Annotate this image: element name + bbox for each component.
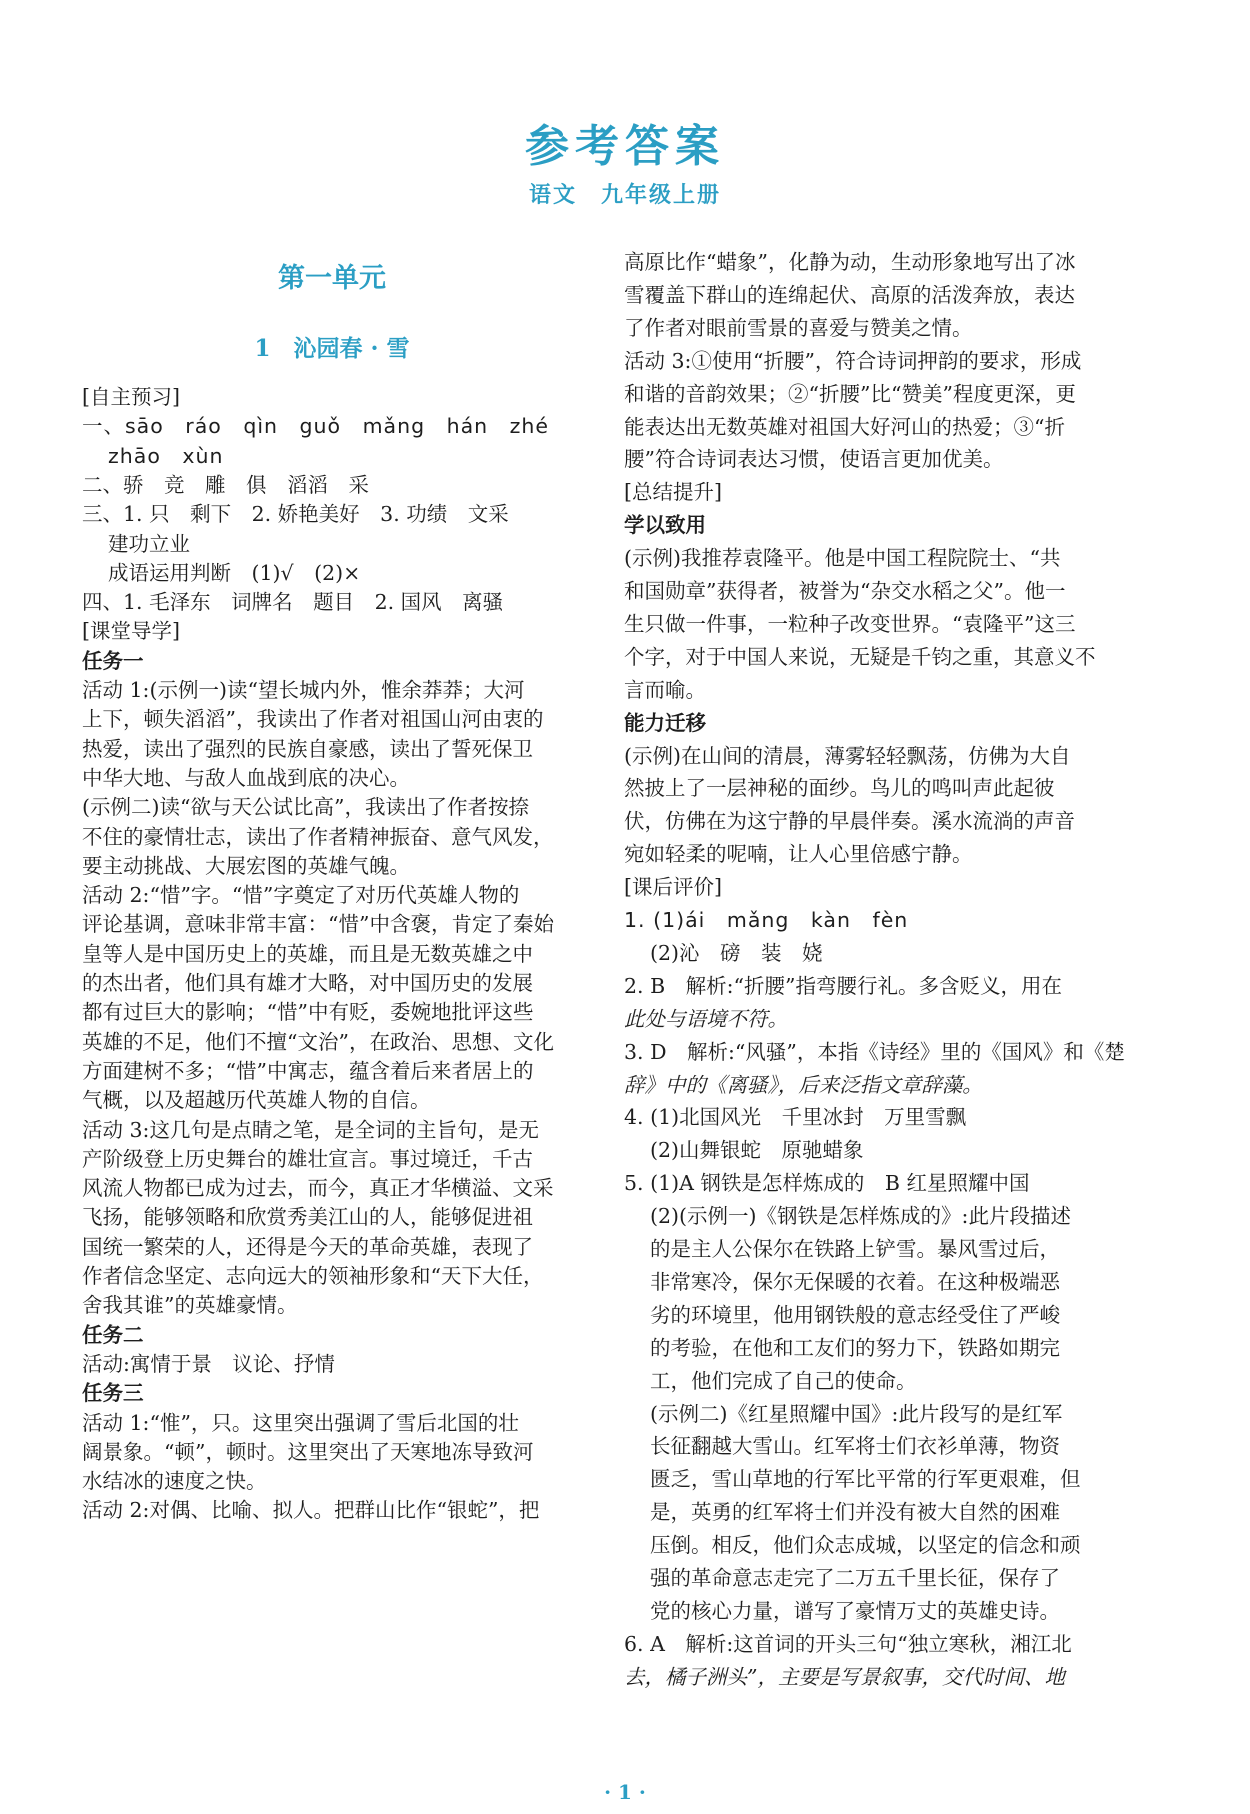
text-line: 言而喻。 (624, 677, 706, 702)
lesson-title: 1 沁园春 · 雪 (254, 335, 410, 362)
text-line: 评论基调，意味非常丰富：“惜”中含褒，肯定了秦始 (82, 912, 554, 937)
text-line: 个字，对于中国人来说，无疑是千钧之重，其意义不 (624, 644, 1096, 669)
text-line: 1. (1)ái mǎng kàn fèn (624, 908, 909, 932)
text-line: 腰”符合诗词表达习惯，使语言更加优美。 (624, 447, 1004, 472)
text-line: 党的核心力量，谱写了豪情万丈的英雄史诗。 (650, 1598, 1060, 1623)
text-line: (示例二)《红星照耀中国》:此片段写的是红军 (650, 1401, 1063, 1426)
text-line: 阔景象。“顿”，顿时。这里突出了天寒地冻导致河 (82, 1439, 534, 1464)
text-line: 活动 3:①使用“折腰”，符合诗词押韵的要求，形成 (624, 348, 1082, 373)
text-line: 学以致用 (624, 513, 706, 538)
text-line: (2)(示例一)《钢铁是怎样炼成的》:此片段描述 (650, 1204, 1071, 1229)
text-line: 伏，仿佛在为这宁静的早晨伴奏。溪水流淌的声音 (624, 809, 1075, 834)
page-number: · 1 · (604, 1780, 646, 1804)
text-line: 英雄的不足，他们不擅“文治”，在政治、思想、文化 (82, 1029, 554, 1054)
text-line: 国统一繁荣的人，还得是今天的革命英雄，表现了 (82, 1234, 533, 1259)
text-line: 的是主人公保尔在铁路上铲雪。暴风雪过后， (650, 1237, 1060, 1261)
text-line: 上下，顿失滔滔”，我读出了作者对祖国山河由衷的 (82, 707, 544, 732)
text-line: 压倒。相反，他们众志成城，以坚定的信念和顽 (650, 1533, 1081, 1558)
text-line: 3. D 解析:“风骚”，本指《诗经》里的《国风》和《楚 (624, 1039, 1125, 1064)
text-line: 然披上了一层神秘的面纱。鸟儿的鸣叫声此起彼 (624, 776, 1055, 801)
text-line: 活动:寓情于景 议论、抒情 (82, 1351, 335, 1376)
text-line: 作者信念坚定、志向远大的领袖形象和“天下大任， (82, 1264, 544, 1288)
text-line: 去，橘子洲头”，主要是写景叙事，交代时间、地 (624, 1664, 1065, 1689)
text-line: (示例)在山间的清晨，薄雾轻轻飘荡，仿佛为大自 (624, 743, 1071, 768)
text-line: 不住的豪情壮志，读出了作者精神振奋、意气风发， (82, 824, 554, 849)
text-line: 能力迁移 (624, 710, 706, 735)
text-line: 4. (1)北国风光 千里冰封 万里雪飘 (624, 1105, 967, 1130)
text-line: [总结提升] (624, 480, 722, 505)
text-line: 活动 3:这几句是点睛之笔，是全词的主旨句，是无 (82, 1117, 539, 1142)
text-line: 一、sāo ráo qìn guǒ mǎng hán zhé (82, 414, 550, 439)
text-line: 生只做一件事，一粒种子改变世界。“袁隆平”这三 (624, 611, 1076, 636)
text-line: 风流人物都已成为过去，而今，真正才华横溢、文采 (82, 1176, 554, 1201)
text-line: 方面建树不多；“惜”中寓志，蕴含着后来者居上的 (82, 1058, 534, 1083)
text-line: 匮乏，雪山草地的行军比平常的行军更艰难，但 (650, 1467, 1081, 1492)
text-line: 雪覆盖下群山的连绵起伏、高原的活泼奔放，表达 (624, 282, 1075, 307)
text-line: 二、骄 竞 雕 俱 滔滔 采 (82, 472, 369, 497)
page-subtitle: 语文 九年级上册 (528, 182, 721, 208)
text-line: 和国勋章”获得者，被誉为“杂交水稻之父”。他一 (624, 579, 1066, 603)
text-line: 舍我其谁”的英雄豪情。 (82, 1293, 298, 1318)
text-line: (2)山舞银蛇 原驰蜡象 (650, 1138, 864, 1163)
text-line: 非常寒冷，保尔无保暖的衣着。在这种极端恶 (650, 1269, 1060, 1294)
text-line: (2)沁 磅 装 娆 (650, 940, 823, 965)
text-line: 任务一 (82, 648, 144, 673)
text-line: 5. (1)A 钢铁是怎样炼成的 B 红星照耀中国 (624, 1171, 1030, 1196)
text-line: 劣的环境里，他用钢铁般的意志经受住了严峻 (650, 1302, 1060, 1327)
text-line: 水结冰的速度之快。 (82, 1469, 267, 1494)
text-line: 成语运用判断 (1)√ (2)× (108, 560, 361, 585)
text-line: 活动 2:对偶、比喻、拟人。把群山比作“银蛇”，把 (82, 1498, 540, 1523)
text-line: 要主动挑战、大展宏图的英雄气魄。 (82, 853, 410, 878)
text-line: 任务三 (82, 1381, 144, 1406)
text-line: [自主预习] (82, 385, 180, 409)
text-line: 活动 1:“惟”，只。这里突出强调了雪后北国的壮 (82, 1410, 519, 1435)
text-line: zhāo xùn (108, 443, 224, 468)
text-line: 四、1. 毛泽东 词牌名 题目 2. 国风 离骚 (82, 590, 504, 615)
text-line: 活动 1:(示例一)读“望长城内外，惟余莽莽；大河 (82, 678, 525, 702)
text-line: 辞》中的《离骚》，后来泛指文章辞藻。 (624, 1072, 983, 1097)
text-line: 气概，以及超越历代英雄人物的自信。 (82, 1088, 431, 1113)
text-line: 产阶级登上历史舞台的雄壮宣言。事过境迁，千古 (82, 1146, 533, 1171)
text-line: 的考验，在他和工友们的努力下，铁路如期完 (650, 1335, 1060, 1360)
text-line: 了作者对眼前雪景的喜爱与赞美之情。 (624, 315, 973, 340)
page-title: 参考答案 (525, 121, 725, 172)
text-line: 中华大地、与敌人血战到底的决心。 (82, 765, 410, 790)
text-line: 强的革命意志走完了二万五千里长征，保存了 (650, 1566, 1060, 1590)
text-line: 三、1. 只 剩下 2. 娇艳美好 3. 功绩 文采 (82, 502, 509, 527)
text-line: 6. A 解析:这首词的开头三句“独立寒秋，湘江北 (624, 1631, 1072, 1656)
text-line: 活动 2:“惜”字。“惜”字奠定了对历代英雄人物的 (82, 883, 520, 908)
text-line: 能表达出无数英雄对祖国大好河山的热爱；③“折 (624, 414, 1065, 439)
text-line: 建功立业 (108, 531, 190, 556)
text-line: (示例二)读“欲与天公试比高”，我读出了作者按捺 (82, 795, 529, 820)
text-line: 都有过巨大的影响；“惜”中有贬，委婉地批评这些 (82, 1000, 534, 1025)
text-line: 任务二 (82, 1322, 144, 1347)
text-line: 高原比作“蜡象”，化静为动，生动形象地写出了冰 (624, 250, 1076, 274)
text-line: 热爱，读出了强烈的民族自豪感，读出了誓死保卫 (82, 736, 533, 761)
text-line: 的杰出者，他们具有雄才大略，对中国历史的发展 (82, 971, 533, 995)
text-line: 是，英勇的红军将士们并没有被大自然的困难 (650, 1500, 1060, 1525)
text-line: 工，他们完成了自己的使命。 (650, 1368, 917, 1393)
text-line: [课堂导学] (82, 619, 180, 644)
unit-title: 第一单元 (278, 263, 386, 294)
text-line: 和谐的音韵效果；②“折腰”比“赞美”程度更深，更 (624, 381, 1076, 406)
text-line: 长征翻越大雪山。红军将士们衣衫单薄，物资 (650, 1434, 1060, 1459)
text-line: 飞扬，能够领略和欣赏秀美江山的人，能够促进祖 (82, 1205, 533, 1230)
text-line: 2. B 解析:“折腰”指弯腰行礼。多含贬义，用在 (624, 973, 1063, 998)
text-line: (示例)我推荐袁隆平。他是中国工程院院士、“共 (624, 546, 1061, 571)
text-line: 皇等人是中国历史上的英雄，而且是无数英雄之中 (82, 941, 533, 966)
text-line: 宛如轻柔的呢喃，让人心里倍感宁静。 (624, 842, 973, 867)
text-line: 此处与语境不符。 (624, 1006, 788, 1031)
text-line: [课后评价] (624, 875, 722, 900)
